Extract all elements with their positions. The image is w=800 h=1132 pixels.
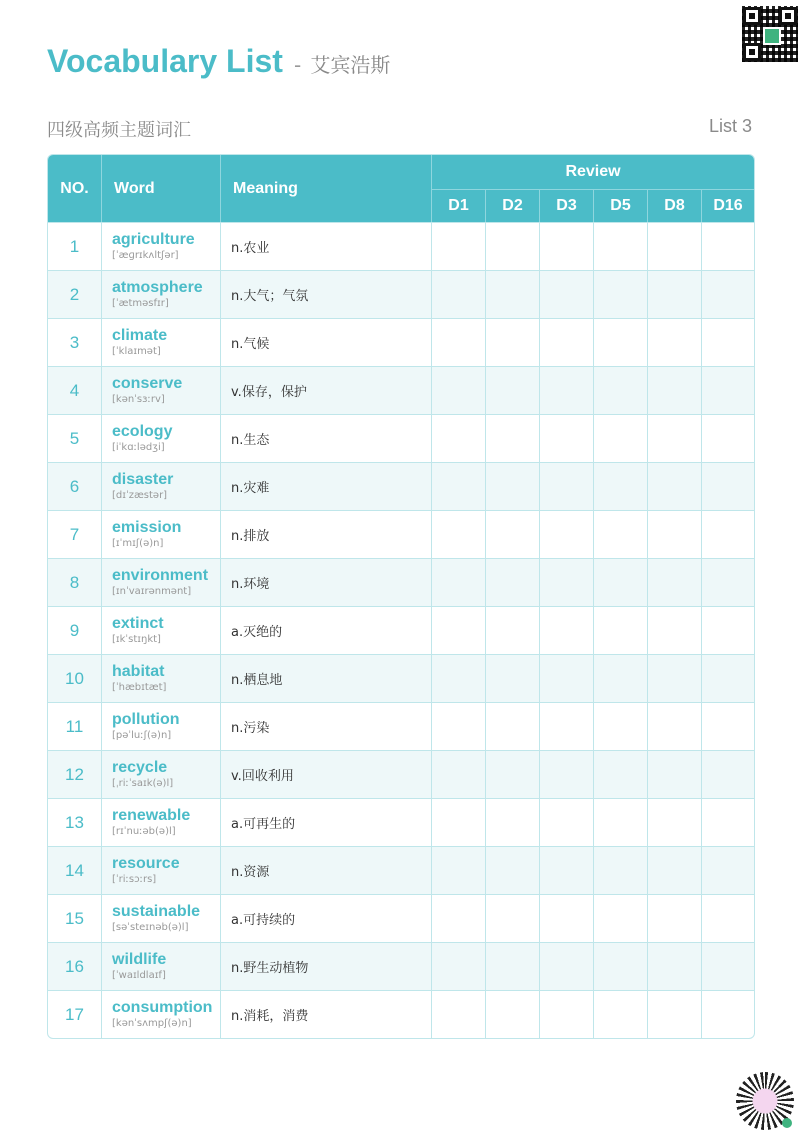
- review-checkbox-d3[interactable]: [540, 798, 594, 846]
- word-phonetic: [ˈhæbɪtæt]: [112, 682, 167, 693]
- review-checkbox-d16[interactable]: [702, 942, 754, 990]
- word-cell: [102, 654, 221, 702]
- table-row: [48, 942, 754, 990]
- meaning-cell: n.野生动植物: [221, 942, 432, 990]
- review-checkbox-d16[interactable]: [702, 558, 754, 606]
- qr-code-icon: [740, 4, 800, 64]
- title-main: Vocabulary List: [47, 43, 283, 79]
- review-checkbox-d8[interactable]: [648, 270, 702, 318]
- review-checkbox-d3[interactable]: [540, 750, 594, 798]
- review-checkbox-d1[interactable]: [432, 510, 486, 558]
- review-checkbox-d5[interactable]: [594, 990, 648, 1038]
- header-no: NO.: [48, 155, 102, 222]
- review-checkbox-d5[interactable]: [594, 318, 648, 366]
- review-checkbox-d1[interactable]: [432, 606, 486, 654]
- vocabulary-rows: [48, 222, 754, 1038]
- review-checkbox-d5[interactable]: [594, 606, 648, 654]
- review-checkbox-d3[interactable]: [540, 894, 594, 942]
- review-checkbox-d3[interactable]: [540, 510, 594, 558]
- word-cell: [102, 222, 221, 270]
- mini-program-code-icon: [736, 1072, 794, 1130]
- review-checkbox-d5[interactable]: [594, 942, 648, 990]
- meaning-cell: n.气候: [221, 318, 432, 366]
- review-checkbox-d2[interactable]: [486, 750, 540, 798]
- review-checkbox-d2[interactable]: [486, 846, 540, 894]
- review-checkbox-d5[interactable]: [594, 846, 648, 894]
- word-text: emission: [112, 519, 182, 536]
- header-day-d8: D8: [648, 190, 702, 222]
- meaning-cell: n.灾难: [221, 462, 432, 510]
- word-text: consumption: [112, 999, 213, 1016]
- page-subtitle: 四级高频主题词汇: [47, 120, 191, 141]
- review-checkbox-d3[interactable]: [540, 318, 594, 366]
- review-checkbox-d8[interactable]: [648, 558, 702, 606]
- review-checkbox-d5[interactable]: [594, 222, 648, 270]
- word-phonetic: [səˈsteɪnəb(ə)l]: [112, 922, 189, 933]
- review-checkbox-d1[interactable]: [432, 894, 486, 942]
- review-checkbox-d2[interactable]: [486, 606, 540, 654]
- word-phonetic: [ˌriːˈsaɪk(ə)l]: [112, 778, 174, 789]
- review-checkbox-d16[interactable]: [702, 366, 754, 414]
- word-cell: [102, 510, 221, 558]
- review-checkbox-d3[interactable]: [540, 366, 594, 414]
- row-number: 1: [48, 222, 102, 270]
- row-number: 15: [48, 894, 102, 942]
- meaning-cell: n.大气；气氛: [221, 270, 432, 318]
- review-checkbox-d2[interactable]: [486, 990, 540, 1038]
- word-phonetic: [ˈriːsɔːrs]: [112, 874, 157, 885]
- review-checkbox-d2[interactable]: [486, 798, 540, 846]
- word-phonetic: [ˈklaɪmət]: [112, 346, 161, 357]
- word-cell: [102, 990, 221, 1038]
- table-row: [48, 846, 754, 894]
- table-row: [48, 510, 754, 558]
- review-checkbox-d1[interactable]: [432, 366, 486, 414]
- row-number: 9: [48, 606, 102, 654]
- row-number: 13: [48, 798, 102, 846]
- review-checkbox-d5[interactable]: [594, 750, 648, 798]
- review-checkbox-d16[interactable]: [702, 798, 754, 846]
- word-text: renewable: [112, 807, 191, 824]
- row-number: 3: [48, 318, 102, 366]
- row-number: 2: [48, 270, 102, 318]
- header-day-d3: D3: [540, 190, 594, 222]
- review-checkbox-d5[interactable]: [594, 462, 648, 510]
- header-review: Review: [432, 155, 754, 190]
- word-cell: [102, 414, 221, 462]
- word-text: disaster: [112, 471, 174, 488]
- meaning-cell: a.可再生的: [221, 798, 432, 846]
- word-cell: [102, 462, 221, 510]
- row-number: 7: [48, 510, 102, 558]
- review-checkbox-d1[interactable]: [432, 750, 486, 798]
- word-text: pollution: [112, 711, 180, 728]
- review-checkbox-d5[interactable]: [594, 798, 648, 846]
- meaning-cell: a.灭绝的: [221, 606, 432, 654]
- mini-program-badge: [782, 1118, 792, 1128]
- word-text: climate: [112, 327, 168, 344]
- table-row: [48, 558, 754, 606]
- review-checkbox-d5[interactable]: [594, 270, 648, 318]
- review-checkbox-d5[interactable]: [594, 510, 648, 558]
- review-checkbox-d2[interactable]: [486, 510, 540, 558]
- review-checkbox-d16[interactable]: [702, 318, 754, 366]
- header-day-d5: D5: [594, 190, 648, 222]
- review-checkbox-d8[interactable]: [648, 510, 702, 558]
- review-checkbox-d1[interactable]: [432, 318, 486, 366]
- header-day-d2: D2: [486, 190, 540, 222]
- review-checkbox-d5[interactable]: [594, 366, 648, 414]
- table-row: [48, 270, 754, 318]
- word-text: extinct: [112, 615, 164, 632]
- list-label: List 3: [708, 116, 752, 136]
- review-checkbox-d16[interactable]: [702, 462, 754, 510]
- review-checkbox-d2[interactable]: [486, 462, 540, 510]
- review-checkbox-d1[interactable]: [432, 414, 486, 462]
- review-checkbox-d8[interactable]: [648, 702, 702, 750]
- table-row: [48, 654, 754, 702]
- review-checkbox-d16[interactable]: [702, 510, 754, 558]
- review-checkbox-d2[interactable]: [486, 702, 540, 750]
- word-phonetic: [ˈwaɪldlaɪf]: [112, 970, 166, 981]
- review-checkbox-d1[interactable]: [432, 270, 486, 318]
- review-checkbox-d8[interactable]: [648, 318, 702, 366]
- review-checkbox-d1[interactable]: [432, 702, 486, 750]
- review-checkbox-d3[interactable]: [540, 270, 594, 318]
- qr-center-logo: [763, 27, 781, 45]
- review-checkbox-d3[interactable]: [540, 702, 594, 750]
- review-checkbox-d2[interactable]: [486, 270, 540, 318]
- row-number: 6: [48, 462, 102, 510]
- review-checkbox-d1[interactable]: [432, 942, 486, 990]
- word-phonetic: [dɪˈzæstər]: [112, 490, 168, 501]
- review-checkbox-d3[interactable]: [540, 606, 594, 654]
- qr-finder-mark: [743, 7, 761, 25]
- review-checkbox-d1[interactable]: [432, 462, 486, 510]
- review-checkbox-d16[interactable]: [702, 270, 754, 318]
- word-phonetic: [kənˈsɜːrv]: [112, 394, 165, 405]
- review-checkbox-d5[interactable]: [594, 654, 648, 702]
- review-checkbox-d3[interactable]: [540, 222, 594, 270]
- review-checkbox-d1[interactable]: [432, 654, 486, 702]
- word-text: wildlife: [112, 951, 167, 968]
- review-checkbox-d16[interactable]: [702, 606, 754, 654]
- review-checkbox-d2[interactable]: [486, 942, 540, 990]
- word-phonetic: [ɪkˈstɪŋkt]: [112, 634, 161, 645]
- review-checkbox-d1[interactable]: [432, 798, 486, 846]
- table-row: [48, 606, 754, 654]
- review-checkbox-d2[interactable]: [486, 414, 540, 462]
- review-checkbox-d3[interactable]: [540, 990, 594, 1038]
- review-checkbox-d5[interactable]: [594, 702, 648, 750]
- review-checkbox-d8[interactable]: [648, 894, 702, 942]
- meaning-cell: v.回收利用: [221, 750, 432, 798]
- table-row: [48, 318, 754, 366]
- row-number: 14: [48, 846, 102, 894]
- review-checkbox-d5[interactable]: [594, 558, 648, 606]
- word-cell: [102, 318, 221, 366]
- review-checkbox-d1[interactable]: [432, 222, 486, 270]
- header-meaning: Meaning: [221, 155, 432, 222]
- word-text: conserve: [112, 375, 183, 392]
- meaning-cell: n.栖息地: [221, 654, 432, 702]
- word-text: atmosphere: [112, 279, 203, 296]
- review-checkbox-d16[interactable]: [702, 846, 754, 894]
- row-number: 10: [48, 654, 102, 702]
- word-text: ecology: [112, 423, 173, 440]
- word-phonetic: [ˈætməsfɪr]: [112, 298, 169, 309]
- table-row: [48, 990, 754, 1038]
- review-checkbox-d8[interactable]: [648, 462, 702, 510]
- meaning-cell: n.农业: [221, 222, 432, 270]
- review-checkbox-d8[interactable]: [648, 366, 702, 414]
- review-checkbox-d3[interactable]: [540, 942, 594, 990]
- vocabulary-table: [47, 154, 755, 1039]
- meaning-cell: a.可持续的: [221, 894, 432, 942]
- word-phonetic: [rɪˈnuːəb(ə)l]: [112, 826, 176, 837]
- table-row: [48, 702, 754, 750]
- review-checkbox-d16[interactable]: [702, 750, 754, 798]
- row-number: 8: [48, 558, 102, 606]
- review-checkbox-d5[interactable]: [594, 894, 648, 942]
- review-checkbox-d2[interactable]: [486, 558, 540, 606]
- review-checkbox-d1[interactable]: [432, 990, 486, 1038]
- review-checkbox-d3[interactable]: [540, 414, 594, 462]
- review-checkbox-d2[interactable]: [486, 366, 540, 414]
- row-number: 4: [48, 366, 102, 414]
- review-checkbox-d1[interactable]: [432, 558, 486, 606]
- word-phonetic: [ˈæɡrɪkʌltʃər]: [112, 250, 179, 261]
- table-row: [48, 798, 754, 846]
- meaning-cell: n.环境: [221, 558, 432, 606]
- review-checkbox-d16[interactable]: [702, 702, 754, 750]
- table-row: [48, 750, 754, 798]
- word-cell: [102, 942, 221, 990]
- word-cell: [102, 798, 221, 846]
- review-checkbox-d5[interactable]: [594, 414, 648, 462]
- word-cell: [102, 270, 221, 318]
- review-checkbox-d2[interactable]: [486, 894, 540, 942]
- review-checkbox-d1[interactable]: [432, 846, 486, 894]
- title-author: 艾宾浩斯: [310, 53, 391, 77]
- word-text: habitat: [112, 663, 165, 680]
- title-separator: -: [294, 53, 302, 77]
- review-checkbox-d3[interactable]: [540, 846, 594, 894]
- meaning-cell: n.排放: [221, 510, 432, 558]
- review-checkbox-d16[interactable]: [702, 654, 754, 702]
- meaning-cell: n.生态: [221, 414, 432, 462]
- word-text: environment: [112, 567, 209, 584]
- row-number: 12: [48, 750, 102, 798]
- meaning-cell: n.资源: [221, 846, 432, 894]
- qr-finder-mark: [743, 43, 761, 61]
- review-checkbox-d2[interactable]: [486, 318, 540, 366]
- review-checkbox-d3[interactable]: [540, 558, 594, 606]
- review-checkbox-d3[interactable]: [540, 462, 594, 510]
- word-cell: [102, 894, 221, 942]
- table-row: [48, 414, 754, 462]
- meaning-cell: n.消耗，消费: [221, 990, 432, 1038]
- table-row: [48, 462, 754, 510]
- word-phonetic: [kənˈsʌmpʃ(ə)n]: [112, 1018, 192, 1029]
- word-cell: [102, 558, 221, 606]
- review-checkbox-d16[interactable]: [702, 222, 754, 270]
- word-cell: [102, 366, 221, 414]
- review-checkbox-d16[interactable]: [702, 894, 754, 942]
- word-text: resource: [112, 855, 180, 872]
- word-phonetic: [iˈkɑːlədʒi]: [112, 442, 165, 453]
- header-day-d1: D1: [432, 190, 486, 222]
- meaning-cell: n.污染: [221, 702, 432, 750]
- review-checkbox-d8[interactable]: [648, 654, 702, 702]
- review-checkbox-d8[interactable]: [648, 942, 702, 990]
- review-checkbox-d8[interactable]: [648, 222, 702, 270]
- word-cell: [102, 702, 221, 750]
- review-checkbox-d16[interactable]: [702, 990, 754, 1038]
- word-text: recycle: [112, 759, 168, 776]
- word-text: agriculture: [112, 231, 195, 248]
- page-title: [47, 43, 390, 80]
- review-checkbox-d8[interactable]: [648, 846, 702, 894]
- word-phonetic: [ɪˈmɪʃ(ə)n]: [112, 538, 164, 549]
- header-word: Word: [102, 155, 221, 222]
- review-checkbox-d8[interactable]: [648, 798, 702, 846]
- row-number: 17: [48, 990, 102, 1038]
- row-number: 11: [48, 702, 102, 750]
- word-cell: [102, 846, 221, 894]
- word-text: sustainable: [112, 903, 201, 920]
- word-phonetic: [ɪnˈvaɪrənmənt]: [112, 586, 192, 597]
- review-checkbox-d8[interactable]: [648, 750, 702, 798]
- qr-finder-mark: [779, 7, 797, 25]
- word-cell: [102, 750, 221, 798]
- word-phonetic: [pəˈluːʃ(ə)n]: [112, 730, 172, 741]
- row-number: 5: [48, 414, 102, 462]
- review-checkbox-d3[interactable]: [540, 654, 594, 702]
- review-checkbox-d2[interactable]: [486, 654, 540, 702]
- table-row: [48, 366, 754, 414]
- table-row: [48, 222, 754, 270]
- review-checkbox-d8[interactable]: [648, 990, 702, 1038]
- meaning-cell: v.保存，保护: [221, 366, 432, 414]
- word-cell: [102, 606, 221, 654]
- table-row: [48, 894, 754, 942]
- review-checkbox-d8[interactable]: [648, 606, 702, 654]
- review-checkbox-d2[interactable]: [486, 222, 540, 270]
- row-number: 16: [48, 942, 102, 990]
- review-checkbox-d16[interactable]: [702, 414, 754, 462]
- header-day-d16: D16: [702, 190, 754, 222]
- review-checkbox-d8[interactable]: [648, 414, 702, 462]
